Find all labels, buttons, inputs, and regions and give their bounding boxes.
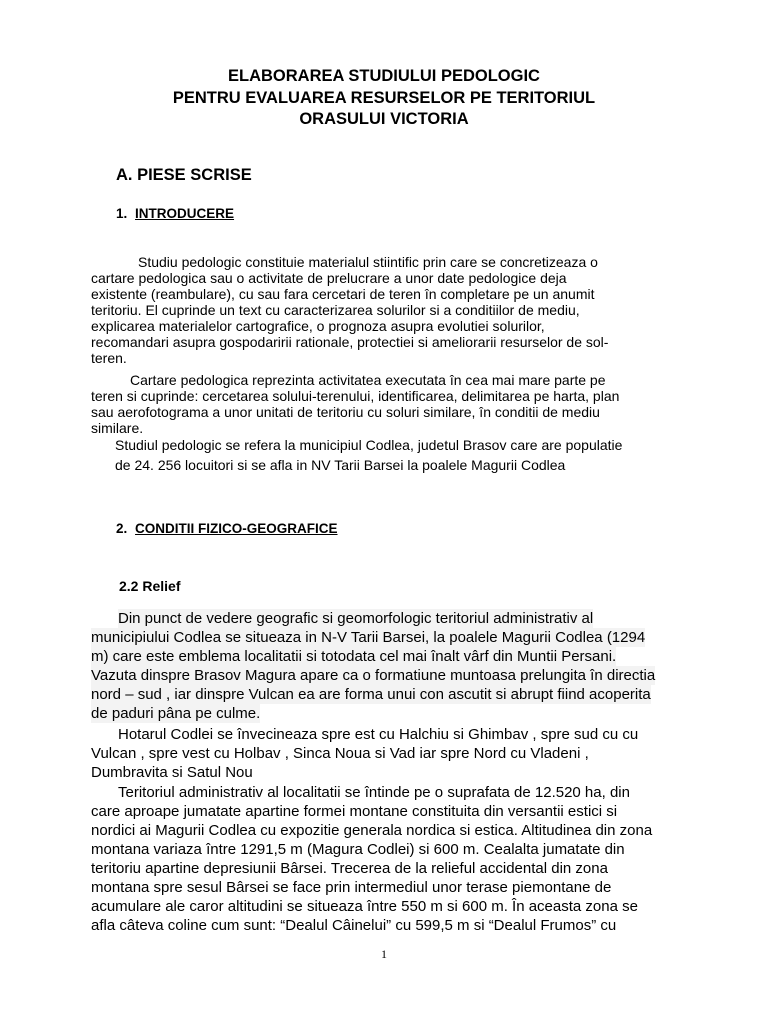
relief-line: care aproape jumatate apartine formei montane constituita din versantii estici si [91,803,618,820]
intro-line: de 24. 256 locuitori si se afla in NV Tarii Barsei la poalele Magurii Codlea [115,457,566,473]
relief-heading: 2.2 Relief [119,578,181,594]
intro-line: Studiu pedologic constituie materialul stiintific prin care se concretizeaza o [138,254,598,270]
conditii-heading [116,521,338,536]
relief-line: teritoriu apartine depresiunii Bârsei. Trecerea de la relieful accidental din zona [91,860,608,877]
document-title-line-2: PENTRU EVALUAREA RESURSELOR PE TERITORIUL [172,89,596,107]
relief-line: acumulare ale caror altitudini se situeaza între 550 m si 600 m. În aceasta zona se [91,898,638,915]
relief-line: Vazuta dinspre Brasov Magura apare ca o formatiune muntoasa prelungita în directia [91,667,656,684]
relief-line: montana variaza între 1291,5 m (Magura Codlei) si 600 m. Cealalta jumatate din [91,841,625,858]
intro-line: teren si cuprinde: cercetarea solului-terenului, identificarea, delimitarea pe harta, plan [91,388,620,404]
intro-line: existente (reambulare), cu sau fara cercetari de teren în completare pe un anumit [91,286,595,302]
document-title-line-3: ORASULUI VICTORIA [299,110,469,128]
relief-line: Vulcan , spre vest cu Holbav , Sinca Noua si Vad iar spre Nord cu Vladeni , [91,745,589,762]
section-a-heading: A. PIESE SCRISE [116,166,252,184]
intro-line: teritoriu. El cuprinde un text cu caracterizarea solurilor si a conditiilor de mediu, [91,302,580,318]
intro-title: INTRODUCERE [135,206,235,221]
relief-line: Dumbravita si Satul Nou [91,764,253,781]
relief-line: Teritoriul administrativ al localitatii se întinde pe o suprafata de 12.520 ha, din [118,784,630,801]
page-number: 1 [381,947,387,961]
intro-line: teren. [91,350,127,366]
intro-number: 1. [116,206,128,221]
relief-line: nord – sud , iar dinspre Vulcan ea are forma unui con ascutit si abrupt fiind acoperita [91,686,651,703]
intro-line: Studiul pedologic se refera la municipiul Codlea, judetul Brasov care are populatie [115,437,623,453]
intro-line: sau aerofotograma a unor unitati de teritoriu cu soluri similare, în conditii de mediu [91,404,600,420]
relief-line: montana spre sesul Bârsei se face prin intermediul unor terase piemontane de [91,879,612,896]
relief-line: de paduri pâna pe culme. [91,705,261,722]
intro-line: cartare pedologica sau o activitate de prelucrare a unor date pedologice deja [91,270,567,286]
relief-line: afla câteva coline cum sunt: “Dealul Câinelui” cu 599,5 m si “Dealul Frumos” cu [91,917,617,934]
relief-line: nordici ai Magurii Codlea cu expozitie generala nordica si estica. Altitudinea din zona [91,822,653,839]
intro-line: explicarea materialelor cartografice, o prognoza asupra evolutiei solurilor, [91,318,545,334]
relief-line: Hotarul Codlei se învecineaza spre est cu Halchiu si Ghimbav , spre sud cu cu [118,726,639,743]
relief-line: m) care este emblema localitatii si totodata cel mai înalt vârf din Muntii Persani. [91,648,617,665]
document-title-line-1: ELABORAREA STUDIULUI PEDOLOGIC [228,67,540,85]
intro-heading [116,206,234,221]
relief-line: municipiului Codlea se situeaza in N-V Tarii Barsei, la poalele Magurii Codlea (1294 [91,629,646,646]
conditii-number: 2. [116,521,128,536]
intro-line: recomandari asupra gospodaririi rationale, protectiei si ameliorarii resurselor de sol- [91,334,609,350]
relief-line: Din punct de vedere geografic si geomorfologic teritoriul administrativ al [118,610,594,627]
conditii-title: CONDITII FIZICO-GEOGRAFICE [135,521,338,536]
intro-line: Cartare pedologica reprezinta activitatea executata în cea mai mare parte pe [130,372,606,388]
intro-line: similare. [91,420,144,436]
